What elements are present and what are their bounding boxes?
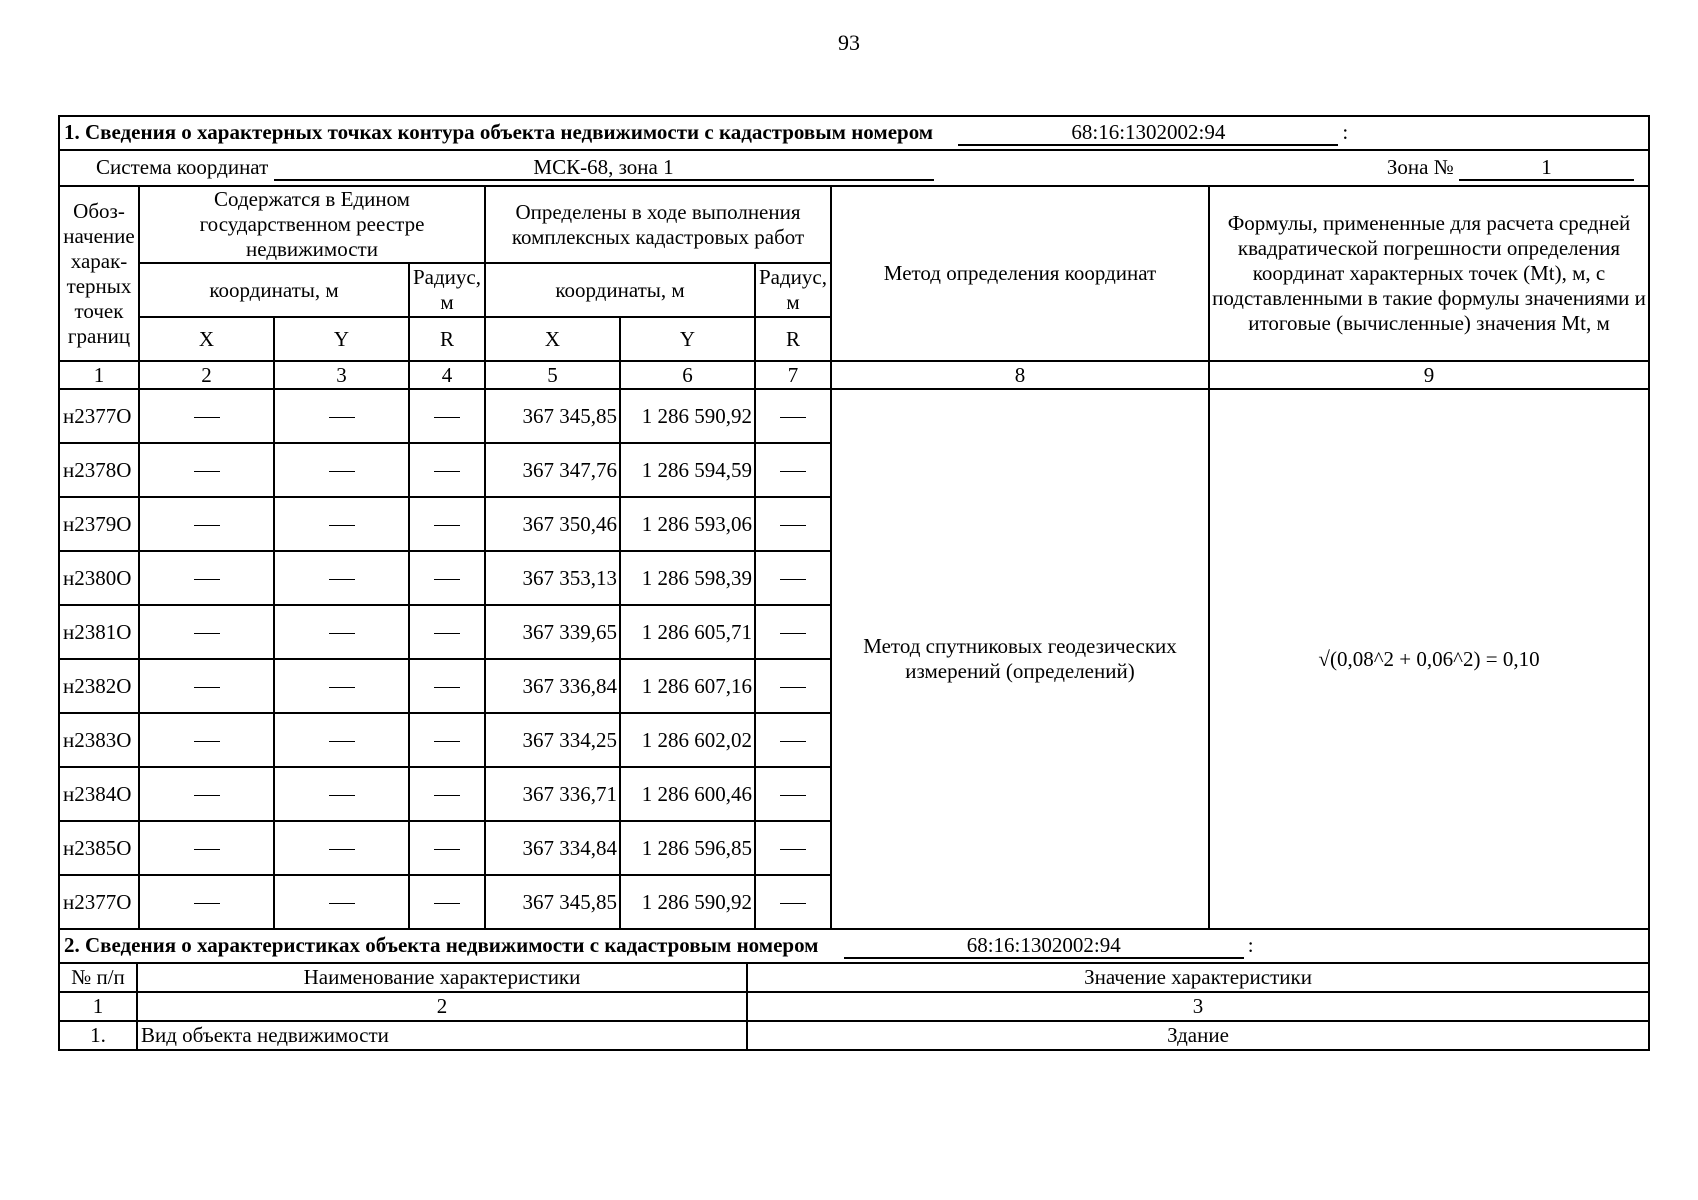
egrn-y-empty (274, 713, 409, 767)
egrn-x-empty (139, 551, 274, 605)
dash-mark (194, 795, 220, 796)
kkr-r-empty (755, 443, 831, 497)
kkr-r-empty (755, 659, 831, 713)
dash-mark (434, 417, 460, 418)
characteristic-num: 1. (59, 1021, 137, 1050)
header-egrn-radius: Радиус, м (409, 263, 485, 317)
egrn-x-empty (139, 605, 274, 659)
egrn-x-empty (139, 497, 274, 551)
dash-mark (194, 471, 220, 472)
section2-colon: : (1247, 933, 1254, 957)
dash-mark (194, 579, 220, 580)
kkr-r-empty (755, 821, 831, 875)
dash-mark (780, 849, 806, 850)
zone-value: 1 (1459, 155, 1634, 181)
col-number: 4 (409, 361, 485, 389)
header-point-designation: Обоз-начение харак-терных точек границ (59, 186, 139, 361)
col-number: 8 (831, 361, 1209, 389)
point-x: 367 336,84 (485, 659, 620, 713)
zone-label: Зона № (1386, 155, 1454, 179)
egrn-x-empty (139, 821, 274, 875)
point-y: 1 286 590,92 (620, 875, 755, 929)
point-y: 1 286 607,16 (620, 659, 755, 713)
header-kkr-r: R (755, 317, 831, 361)
dash-mark (780, 579, 806, 580)
section1-title-row (59, 116, 1649, 150)
cadastral-document (58, 115, 1648, 1051)
dash-mark (194, 903, 220, 904)
header-num: № п/п (59, 963, 137, 992)
point-y: 1 286 590,92 (620, 389, 755, 443)
kkr-r-empty (755, 767, 831, 821)
egrn-y-empty (274, 605, 409, 659)
section1-cadastral-number: 68:16:1302002:94 (958, 120, 1338, 146)
dash-mark (194, 525, 220, 526)
point-x: 367 336,71 (485, 767, 620, 821)
point-x: 367 350,46 (485, 497, 620, 551)
egrn-r-empty (409, 659, 485, 713)
header-egrn-x: X (139, 317, 274, 361)
point-y: 1 286 593,06 (620, 497, 755, 551)
egrn-y-empty (274, 821, 409, 875)
header-egrn-y: Y (274, 317, 409, 361)
section1-title: 1. Сведения о характерных точках контура объекта недвижимости с кадастровым номером (64, 120, 934, 144)
dash-mark (194, 849, 220, 850)
dash-mark (780, 417, 806, 418)
col-number: 7 (755, 361, 831, 389)
coord-system-label: Система координат (96, 155, 269, 179)
dash-mark (434, 579, 460, 580)
point-y: 1 286 602,02 (620, 713, 755, 767)
section1-colon: : (1342, 120, 1349, 144)
point-name: н2377О (59, 875, 139, 929)
egrn-x-empty (139, 389, 274, 443)
point-name: н2381О (59, 605, 139, 659)
point-x: 367 345,85 (485, 389, 620, 443)
col-number: 6 (620, 361, 755, 389)
dash-mark (780, 687, 806, 688)
egrn-r-empty (409, 821, 485, 875)
dash-mark (194, 741, 220, 742)
egrn-r-empty (409, 389, 485, 443)
col-number: 3 (747, 992, 1649, 1021)
dash-mark (434, 741, 460, 742)
dash-mark (194, 633, 220, 634)
header-characteristic-name: Наименование характеристики (137, 963, 747, 992)
table-row (59, 389, 1649, 443)
point-x: 367 345,85 (485, 875, 620, 929)
dash-mark (329, 903, 355, 904)
dash-mark (329, 633, 355, 634)
dash-mark (329, 687, 355, 688)
dash-mark (434, 525, 460, 526)
formula-value: √(0,08^2 + 0,06^2) = 0,10 (1209, 389, 1649, 929)
dash-mark (329, 417, 355, 418)
dash-mark (434, 687, 460, 688)
col-number: 2 (139, 361, 274, 389)
point-name: н2379О (59, 497, 139, 551)
point-y: 1 286 600,46 (620, 767, 755, 821)
point-x: 367 334,84 (485, 821, 620, 875)
header-formula: Формулы, примененные для расчета средней квадратической погрешности определения координат характерных точек (Mt), м, с подставленными в такие формулы значениями и итоговые (вычисленные) значения Mt, м (1209, 186, 1649, 361)
header-method: Метод определения координат (831, 186, 1209, 361)
egrn-x-empty (139, 443, 274, 497)
egrn-y-empty (274, 497, 409, 551)
point-name: н2378О (59, 443, 139, 497)
kkr-r-empty (755, 551, 831, 605)
header-egrn-r: R (409, 317, 485, 361)
egrn-x-empty (139, 659, 274, 713)
kkr-r-empty (755, 389, 831, 443)
characteristics-table (58, 928, 1650, 1051)
point-name: н2383О (59, 713, 139, 767)
dash-mark (434, 849, 460, 850)
point-name: н2384О (59, 767, 139, 821)
point-y: 1 286 605,71 (620, 605, 755, 659)
dash-mark (434, 795, 460, 796)
characteristic-name: Вид объекта недвижимости (137, 1021, 747, 1050)
header-kkr-radius: Радиус, м (755, 263, 831, 317)
col-number: 9 (1209, 361, 1649, 389)
dash-mark (329, 471, 355, 472)
egrn-r-empty (409, 443, 485, 497)
dash-mark (329, 849, 355, 850)
kkr-r-empty (755, 605, 831, 659)
egrn-y-empty (274, 551, 409, 605)
kkr-r-empty (755, 713, 831, 767)
characteristic-value: Здание (747, 1021, 1649, 1050)
dash-mark (434, 633, 460, 634)
dash-mark (780, 795, 806, 796)
dash-mark (329, 741, 355, 742)
kkr-r-empty (755, 875, 831, 929)
page-number: 93 (838, 30, 860, 55)
dash-mark (329, 525, 355, 526)
dash-mark (780, 633, 806, 634)
dash-mark (434, 471, 460, 472)
col-number: 5 (485, 361, 620, 389)
point-name: н2385О (59, 821, 139, 875)
egrn-y-empty (274, 767, 409, 821)
col-number: 1 (59, 992, 137, 1021)
section2-title: 2. Сведения о характеристиках объекта недвижимости с кадастровым номером (64, 933, 819, 957)
egrn-x-empty (139, 875, 274, 929)
kkr-r-empty (755, 497, 831, 551)
egrn-y-empty (274, 443, 409, 497)
point-x: 367 353,13 (485, 551, 620, 605)
col-number: 1 (59, 361, 139, 389)
point-x: 367 347,76 (485, 443, 620, 497)
section2-cadastral-number: 68:16:1302002:94 (844, 933, 1244, 959)
point-name: н2377О (59, 389, 139, 443)
egrn-y-empty (274, 875, 409, 929)
egrn-r-empty (409, 875, 485, 929)
dash-mark (780, 471, 806, 472)
egrn-y-empty (274, 659, 409, 713)
method-value: Метод спутниковых геодезических измерений (определений) (831, 389, 1209, 929)
dash-mark (194, 687, 220, 688)
point-y: 1 286 594,59 (620, 443, 755, 497)
header-kkr-y: Y (620, 317, 755, 361)
point-name: н2380О (59, 551, 139, 605)
coord-system-row (59, 150, 1649, 186)
header-kkr-coords: координаты, м (485, 263, 755, 317)
egrn-r-empty (409, 497, 485, 551)
dash-mark (780, 741, 806, 742)
header-kkr-x: X (485, 317, 620, 361)
point-x: 367 339,65 (485, 605, 620, 659)
header-characteristic-value: Значение характеристики (747, 963, 1649, 992)
point-name: н2382О (59, 659, 139, 713)
egrn-r-empty (409, 713, 485, 767)
coord-system-value: МСК-68, зона 1 (274, 155, 934, 181)
table-row (59, 1021, 1649, 1050)
points-table (58, 115, 1650, 930)
col-number: 3 (274, 361, 409, 389)
egrn-r-empty (409, 551, 485, 605)
egrn-r-empty (409, 767, 485, 821)
point-y: 1 286 598,39 (620, 551, 755, 605)
header-egrn-coords: координаты, м (139, 263, 409, 317)
dash-mark (329, 795, 355, 796)
dash-mark (780, 903, 806, 904)
egrn-x-empty (139, 767, 274, 821)
dash-mark (194, 417, 220, 418)
section2-title-row (59, 929, 1649, 963)
dash-mark (434, 903, 460, 904)
egrn-y-empty (274, 389, 409, 443)
header-kkr-group: Определены в ходе выполнения комплексных кадастровых работ (485, 186, 831, 263)
dash-mark (329, 579, 355, 580)
header-egrn-group: Содержатся в Едином государственном реестре недвижимости (139, 186, 485, 263)
egrn-r-empty (409, 605, 485, 659)
col-number: 2 (137, 992, 747, 1021)
dash-mark (780, 525, 806, 526)
egrn-x-empty (139, 713, 274, 767)
point-x: 367 334,25 (485, 713, 620, 767)
point-y: 1 286 596,85 (620, 821, 755, 875)
